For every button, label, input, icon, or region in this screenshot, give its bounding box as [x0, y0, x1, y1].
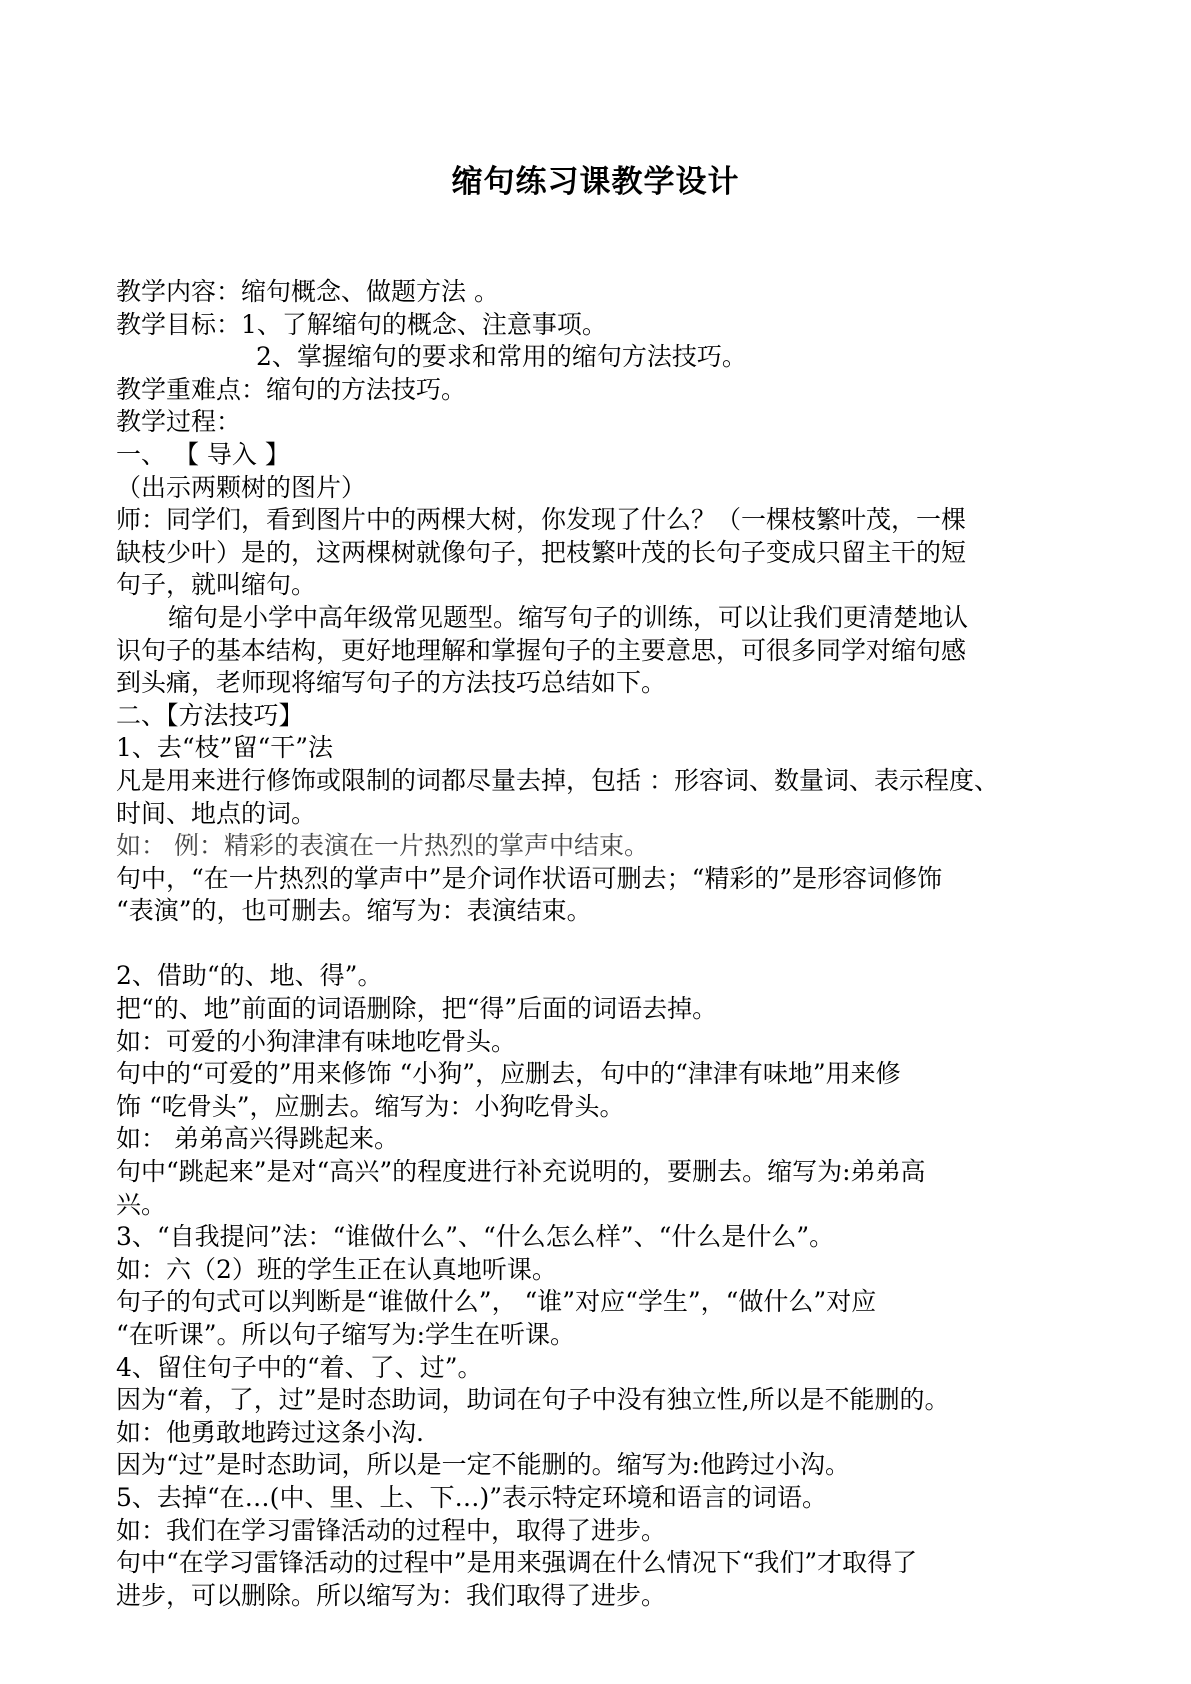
- body-line: 师：同学们，看到图片中的两棵大树，你发现了什么？（一棵枝繁叶茂，一棵: [116, 505, 967, 535]
- section-intro-heading: 一、 【 导入 】: [116, 439, 290, 469]
- body-line: 缺枝少叶）是的，这两棵树就像句子，把枝繁叶茂的长句子变成只留主干的短: [116, 537, 967, 567]
- method-1-heading: 1、去“枝”留“干”法: [116, 733, 334, 763]
- teaching-difficulty-line: 教学重难点：缩句的方法技巧。: [116, 374, 467, 404]
- example-line: 如：可爱的小狗津津有味地吃骨头。: [116, 1026, 517, 1056]
- body-line: 因为“过”是时态助词，所以是一定不能删的。缩写为:他跨过小沟。: [116, 1450, 850, 1480]
- body-line: “表演”的，也可删去。缩写为：表演结束。: [116, 896, 592, 926]
- example-line: 如：六（2）班的学生正在认真地听课。: [116, 1254, 557, 1284]
- body-line: 饰 “吃骨头”，应删去。缩写为：小狗吃骨头。: [116, 1091, 625, 1121]
- body-line: 进步，可以删除。所以缩写为：我们取得了进步。: [116, 1580, 667, 1610]
- body-line: 到头痛，老师现将缩写句子的方法技巧总结如下。: [116, 668, 667, 698]
- teaching-process-heading: 教学过程：: [116, 407, 242, 437]
- example-line: 如： 弟弟高兴得跳起来。: [116, 1124, 399, 1154]
- body-line: 把“的、地”前面的词语删除，把“得”后面的词语去掉。: [116, 994, 718, 1024]
- body-line: 句子的句式可以判断是“谁做什么”， “谁”对应“学生”，“做什么”对应: [116, 1287, 877, 1317]
- body-line: 句中“跳起来”是对“高兴”的程度进行补充说明的，要删去。缩写为:弟弟高: [116, 1157, 926, 1187]
- body-line: 句中，“在一片热烈的掌声中”是介词作状语可删去；“精彩的”是形容词修饰: [116, 863, 943, 893]
- method-3-heading: 3、“自我提问”法：“谁做什么”、“什么怎么样”、“什么是什么”。: [116, 1222, 835, 1252]
- body-line: 句中“在学习雷锋活动的过程中”是用来强调在什么情况下“我们”才取得了: [116, 1548, 918, 1578]
- body-line: 因为“着，了，过”是时态助词，助词在句子中没有独立性,所以是不能删的。: [116, 1385, 950, 1415]
- method-5-heading: 5、去掉“在…(中、里、上、下…)”表示特定环境和语言的词语。: [116, 1482, 827, 1512]
- method-4-heading: 4、留住句子中的“着、了、过”。: [116, 1352, 483, 1382]
- document-body: [116, 276, 1076, 1612]
- teaching-content-line: 教学内容：缩句概念、做题方法 。: [116, 277, 499, 306]
- teaching-goal-line-2: 2、掌握缩句的要求和常用的缩句方法技巧。: [256, 342, 747, 372]
- body-line: 凡是用来进行修饰或限制的词都尽量去掉，包括 ：形容词、数量词、表示程度、: [116, 765, 999, 795]
- body-line: 识句子的基本结构，更好地理解和掌握句子的主要意思，可很多同学对缩句感: [116, 635, 967, 665]
- example-line: 如：他勇敢地跨过这条小沟.: [116, 1417, 424, 1447]
- teaching-goal-line-1: 教学目标：1、了解缩句的概念、注意事项。: [116, 309, 607, 339]
- body-line: 时间、地点的词。: [116, 798, 317, 828]
- body-line: 缩句是小学中高年级常见题型。缩写句子的训练，可以让我们更清楚地认: [168, 602, 969, 632]
- example-line: 如： 例：精彩的表演在一片热烈的掌声中结束。: [116, 831, 649, 861]
- document-title: 缩句练习课教学设计: [451, 164, 740, 200]
- body-line: 兴。: [116, 1189, 167, 1219]
- show-picture-note: （出示两颗树的图片）: [116, 472, 367, 502]
- body-line: “在听课”。所以句子缩写为:学生在听课。: [116, 1320, 575, 1349]
- method-2-heading: 2、借助“的、地、得”。: [116, 961, 383, 991]
- section-methods-heading: 二、【方法技巧】: [116, 700, 304, 730]
- example-line: 如：我们在学习雷锋活动的过程中，取得了进步。: [116, 1515, 667, 1545]
- body-line: 句中的“可爱的”用来修饰 “小狗”，应删去，句中的“津津有味地”用来修: [116, 1059, 901, 1089]
- body-line: 句子，就叫缩句。: [116, 570, 317, 600]
- blank-line: [116, 928, 1076, 961]
